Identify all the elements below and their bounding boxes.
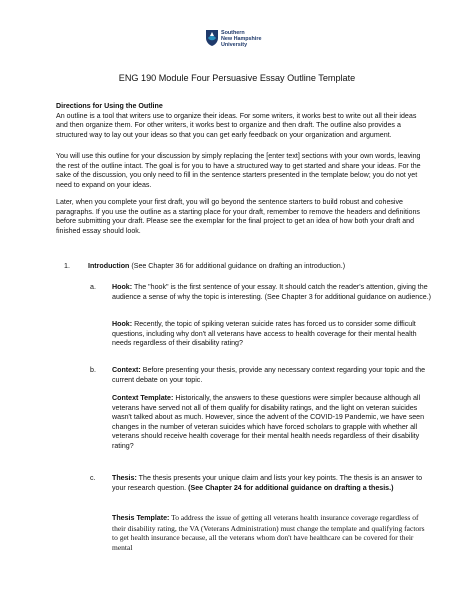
outline-subitem-context — [90, 366, 432, 385]
hook-example-label: Hook: — [112, 320, 133, 328]
directions-paragraph-1: An outline is a tool that writers use to organize their ideas. For some writers, it works best to write out all their ideas and then organize them. For other writers, it works best to organize and then draft. The outline also provides a structured way to lay out your ideas so that you can get early feedback on your organization and argument. — [56, 111, 417, 139]
thesis-bold-note: (See Chapter 24 for additional guidance on drafting a thesis.) — [188, 483, 394, 492]
directions-section — [56, 102, 426, 140]
directions-paragraph-2-block — [56, 152, 426, 190]
thesis-example-text: To address the issue of getting all veterans health insurance coverage regardless of their disability rating, the VA (Veterans Administration) must change the template and qualifying factors to get health insurance because, all the veterans whom don't have healthcare can be covered for their mental — [112, 513, 425, 552]
directions-paragraph-3: Later, when you complete your first draft, you will go beyond the sentence starters to build robust and cohesive paragraphs. If you use the outline as a starting place for your draft, remember to remove the headers and definitions before submitting your draft. Please see the exemplar for the final project to get an idea of how both your draft and finished essay should look. — [56, 198, 420, 235]
university-logo — [205, 29, 275, 53]
logo-line-3: University — [221, 42, 248, 49]
logo-line-2: New Hampshire — [221, 36, 262, 43]
shield-logo-icon — [205, 29, 219, 47]
directions-paragraph-3-block — [56, 198, 426, 236]
hook-description: The "hook" is the first sentence of your essay. It should catch the reader's attention, giving the audience a sense of why the topic is interesting. (See Chapter 3 for additional guidance on audience.) — [112, 283, 432, 301]
thesis-example — [112, 513, 432, 552]
context-example — [112, 394, 432, 452]
subitem-letter: c. — [90, 474, 96, 482]
context-example-label: Context Template: — [112, 394, 174, 402]
logo-line-1: Southern — [221, 30, 245, 36]
thesis-example-label: Thesis Template: — [112, 514, 170, 522]
directions-heading: Directions for Using the Outline — [56, 102, 163, 110]
context-example-text: Historically, the answers to these questions were simpler because although all veterans have served not all of them qualify for disability ratings, and the light on veteran suicides wasn't talked about as much. However, since the advent of the COVID-19 Pandemic, we have seen changes in the number of veteran suicides which have forced scholars to grapple with whether all veterans should receive health coverage for their mental health needs regardless of their disability rating? — [112, 394, 425, 450]
thesis-label: Thesis: — [112, 474, 137, 482]
item-number: 1. — [64, 262, 70, 270]
directions-paragraph-2: You will use this outline for your discussion by simply replacing the [enter text] sections with your own words, leaving the rest of the outline intact. The goal is for you to have a structured way to get started and share your ideas. For the sake of the discussion, you only need to fill in the sentence starters presented in the template below; you do not yet need to expand on your ideas. — [56, 152, 421, 189]
outline-subitem-thesis — [90, 474, 432, 493]
outline-subitem-hook — [90, 283, 432, 302]
context-label: Context: — [112, 366, 141, 374]
introduction-label: Introduction — [88, 262, 130, 270]
university-name — [221, 30, 277, 49]
introduction-note: (See Chapter 36 for additional guidance on drafting an introduction.) — [129, 262, 346, 270]
hook-label: Hook: — [112, 283, 133, 291]
subitem-letter: b. — [90, 366, 96, 374]
subitem-letter: a. — [90, 283, 96, 291]
hook-example — [112, 320, 432, 349]
hook-example-text: Recently, the topic of spiking veteran suicide rates has forced us to consider some difficult questions, including why don't all veterans have access to health coverage for their mental health needs regardless of their disability rating? — [112, 320, 417, 348]
outline-item-introduction — [64, 262, 428, 272]
thesis-description: The thesis presents your unique claim and lists your key points. The thesis is an answer to your research question. — [112, 474, 423, 492]
context-description: Before presenting your thesis, provide any necessary context regarding your topic and the current debate on your topic. — [112, 366, 426, 384]
document-title: ENG 190 Module Four Persuasive Essay Outline Template — [118, 73, 356, 83]
